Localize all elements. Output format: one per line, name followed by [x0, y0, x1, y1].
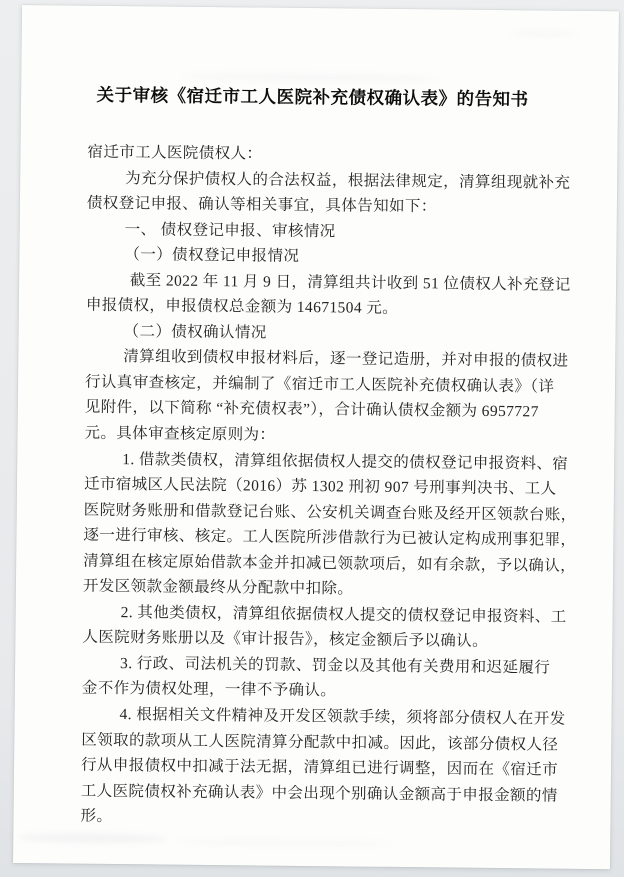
text-line: 申报债权，申报债权总金额为 14671504 元。 — [85, 296, 399, 318]
text-line: 清算组在核定原始借款本金并扣减已领款项后，如有余款，予以确认， — [83, 552, 577, 575]
document-body — [80, 140, 597, 835]
text-line: 4. 根据相关文件精神及开发区领款手续，须将部分债权人在开发 — [119, 706, 566, 728]
text-line: 1. 借款类债权，清算组依据债权人提交的债权登记申报资料、宿 — [122, 450, 569, 473]
document-page — [13, 5, 619, 869]
text-line: 3. 行政、司法机关的罚款、罚金以及其他有关费用和迟延履行 — [120, 655, 551, 677]
text-line: 一、 债权登记申报、审核情况 — [124, 220, 336, 240]
text-line: 宿迁市工人医院债权人： — [87, 143, 263, 163]
scan-artifact — [181, 73, 441, 83]
text-line: 元。具体审查核定原则为： — [84, 424, 276, 444]
scan-artifact — [509, 30, 579, 37]
text-line: 为充分保护债权人的合法权益，根据法律规定，清算组现就补充 — [125, 169, 571, 192]
text-line: 金不作为债权处理，一律不予确认。 — [81, 680, 337, 700]
text-line: 逐一进行审核、核定。工人医院所涉借款行为已被认定构成刑事犯罪， — [83, 526, 577, 550]
text-line: 行认真审查核定，并编制了《宿迁市工人医院补充债权确认表》（详 — [84, 373, 555, 396]
text-line: 医院财务账册和借款登记台账、公安机关调查台账及经开区领款台账， — [83, 501, 577, 524]
text-line: 行从申报债权中扣减于法无据，清算组已进行调整，因而在《宿迁市 — [80, 756, 559, 779]
text-line: 见附件，以下简称 “补充债权表”），合计确认债权金额为 6957727 — [84, 399, 539, 421]
text-line: 债权登记申报、确认等相关事宜，具体告知如下： — [86, 194, 437, 216]
text-line: 工人医院债权补充确认表》中会出现个别确认金额高于申报金额的情 — [80, 782, 558, 805]
text-line: 人医院财务账册以及《审计报告》，核定金额后予以确认。 — [82, 629, 489, 651]
scan-artifact — [17, 833, 167, 844]
text-line: 开发区领款金额最终从分配款中扣除。 — [82, 577, 354, 598]
text-line: 形。 — [80, 807, 113, 826]
text-line: 清算组收到债权申报材料后，逐一登记造册，并对申报的债权进 — [123, 348, 569, 371]
scan-artifact — [173, 839, 393, 847]
text-line: （一）债权登记申报情况 — [124, 246, 300, 266]
text-line: 截至 2022 年 11 月 9 日，清算组共计收到 51 位债权人补充登记 — [129, 271, 571, 294]
text-line: 区领取的款项从工人医院清算分配款中扣减。因此，该部分债权人径 — [81, 731, 559, 754]
text-line: 迁市宿城区人民法院（2016）苏 1302 刑初 907 号刑事判决书、工人 — [83, 475, 557, 498]
document-title: 关于审核《宿迁市工人医院补充债权确认表》的告知书 — [96, 84, 529, 110]
text-line: （二）债权确认情况 — [123, 322, 267, 342]
text-line: 2. 其他类债权，清算组依据债权人提交的债权登记申报资料、工 — [120, 603, 567, 626]
